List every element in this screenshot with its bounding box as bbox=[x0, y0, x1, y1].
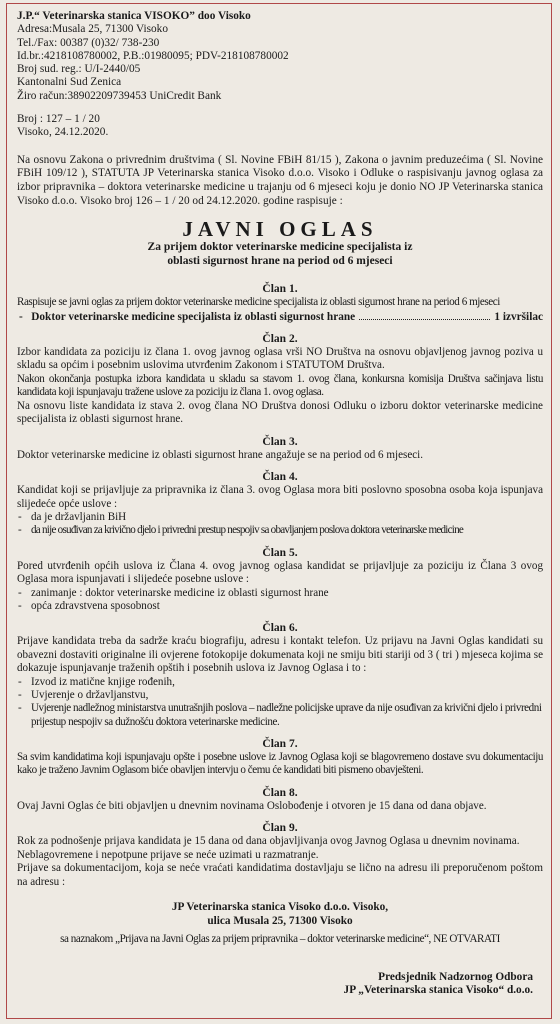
bank-account: Žiro račun:3890220973945З UniCredit Bank bbox=[17, 89, 222, 102]
article-4-item-2: - da nije osuđivan za krivično djelo i privredni prestup nespojiv sa obavljanjem poslova doktora veterinarske medicine bbox=[17, 524, 543, 537]
article-9-heading: Član 9. bbox=[262, 822, 298, 835]
document-number: Broj : 127 – 1 / 20 bbox=[17, 113, 100, 126]
article-9-paragraph-2: Neblagovremene i nepotpune prijave se neće uzimati u razmatranje. bbox=[17, 848, 319, 861]
article-9-paragraph-3: Prijave sa dokumentacijom, koja se neće vraćati kandidatima dostavljaju se lično na adresu ili preporučenom poštom na adresu : bbox=[17, 862, 543, 888]
notice-title: JAVNI OGLAS bbox=[182, 217, 378, 242]
article-5-item-1: - zanimanje : doktor veterinarske medicine iz oblasti sigurnost hrane bbox=[17, 587, 543, 600]
company-address: Adresa:Musala 25, 71300 Visoko bbox=[17, 23, 168, 36]
document-date: Visoko, 24.12.2020. bbox=[17, 126, 109, 139]
article-2-heading: Član 2. bbox=[262, 332, 298, 345]
position-line bbox=[17, 310, 543, 324]
article-1-heading: Član 1. bbox=[262, 283, 298, 296]
dotted-leader bbox=[359, 319, 490, 320]
court-registration: Broj sud. reg.: U/I-2440/05 bbox=[17, 63, 141, 76]
company-header bbox=[17, 10, 543, 103]
article-8-heading: Član 8. bbox=[262, 786, 298, 799]
court-name: Kantonalni Sud Zenica bbox=[17, 76, 122, 89]
article-6-text: Prijave kandidata treba da sadrže kraću biografiju, adresu i kontakt telefon. Uz prijavu na Javni Oglas kandidati su obavezni dostaviti originalne ili ovjerene fotokopije dokumenata koji ne smiju biti stariji od 3 ( tri ) mjeseca kojima se dokazuje ispunjavanje traženih opštih i posebnih uslova iz Javnog Oglasa i to : bbox=[17, 635, 543, 675]
notice-subtitle-line-1: Za prijem doktor veterinarske medicine specijalista iz bbox=[147, 241, 413, 254]
document-reference bbox=[17, 113, 543, 140]
article-4-item-1: - da je državljanin BiH bbox=[17, 511, 543, 524]
delivery-street: ulica Musala 25, 71300 Visoko bbox=[207, 915, 353, 928]
notice-subtitle-line-2: oblasti sigurnost hrane na period od 6 mjeseci bbox=[167, 254, 393, 267]
position-count: 1 izvršilac bbox=[494, 310, 543, 323]
company-phone: Tel./Fax: 00387 (0)32/ 738-230 bbox=[17, 36, 160, 49]
article-6-item-1: - Izvod iz matične knjige rođenih, bbox=[17, 676, 543, 689]
signature-role: Predsjednik Nadzornog Odbora bbox=[378, 970, 533, 983]
article-2-paragraph-3: Na osnovu liste kandidata iz stava 2. ovog člana NO Društva donosi Odluku o izboru doktor veterinarske medicine specijalista iz oblasti sigurnost hrane. bbox=[17, 399, 543, 426]
article-9-paragraph-1: Rok za podnošenje prijava kandidata je 15 dana od dana objavljivanja ovog Javnog Oglasa u dnevnim novinama. bbox=[17, 835, 520, 848]
article-7-heading: Član 7. bbox=[262, 737, 298, 750]
article-1-text: Raspisuje se javni oglas za prijem doktor veterinarske medicine specijalista iz oblasti sigurnost hrane na period 6 mjeseci bbox=[17, 296, 500, 309]
position-dash: - bbox=[19, 310, 32, 323]
article-6-item-3: - Uvjerenje nadležnog ministarstva unutrašnjih poslova – nadležne policijske uprave da nije osuđivan za krivični djelo i privredni prijestup nespojiv sa dužnošću doktora veterinarske medicine. bbox=[17, 702, 543, 729]
article-2-paragraph-2: Nakon okončanja postupka izbora kandidata u skladu sa stavom 1. ovog člana, konkursna komisija Društva sačinjava listu kandidata koji ispunjavaju tražene uslove za poziciju iz člana 1. ovog oglasa. bbox=[17, 372, 543, 399]
company-name: J.P.“ Veterinarska stanica VISOKO” doo Visoko bbox=[17, 10, 251, 22]
position-title: Doktor veterinarske medicine specijalista iz oblasti sigurnost hrane bbox=[31, 310, 356, 323]
intro-paragraph: Na osnovu Zakona o privrednim društvima ( Sl. Novine FBiH 81/15 ), Zakona o javnim preduzećima ( Sl. Novine FBiH 109/12 ), STATUTA JP Veterinarska stanica Visoko d.o.o. Visoko i Odluke o raspisivanju javnog oglasa za izbor pripravnika – doktora veterinarske medicine u trajanju od 6 mjeseci koju je donio NO JP Veterinarska stanica Visoko d.o.o. Visoko broj 126 – 1 / 20 od 24.12.2020. godine raspisuje : bbox=[17, 153, 543, 207]
article-3-text: Doktor veterinarske medicine iz oblasti sigurnost hrane angažuje se na period od 6 mjeseci. bbox=[17, 448, 424, 461]
article-5-heading: Član 5. bbox=[262, 546, 298, 559]
public-notice bbox=[6, 3, 552, 1019]
article-6-heading: Član 6. bbox=[262, 622, 298, 635]
article-4-heading: Član 4. bbox=[262, 471, 298, 484]
article-3-heading: Član 3. bbox=[262, 435, 298, 448]
article-5-item-2: - opća zdravstvena sposobnost bbox=[17, 600, 543, 613]
article-2-paragraph-1: Izbor kandidata za poziciju iz člana 1. ovog javnog oglasa vrši NO Društva na osnovu objavljenog javnog poziva u skladu sa općim i posebnim uslovima utvrđenim Zakonom i STATUTOM Društva. bbox=[17, 345, 543, 372]
article-4-text: Kandidat koji se prijavljuje za pripravnika iz člana 3. ovog Oglasa mora biti poslovno sposobna osoba koja ispunjava slijedeće opće uslove : bbox=[17, 484, 543, 510]
signature-organization: JP „Veterinarska stanica Visoko“ d.o.o. bbox=[343, 984, 533, 997]
delivery-organization: JP Veterinarska stanica Visoko d.o.o. Visoko, bbox=[171, 901, 389, 914]
article-7-text: Sa svim kandidatima koji ispunjavaju opšte i posebne uslove iz Javnog Oglasa koji se blagovremeno dostave svu dokumentaciju kako je traženo Javnim Oglasom biće obavljen intervju o čemu će kandidati biti pismeno obavješteni. bbox=[17, 750, 543, 777]
article-5-text: Pored utvrđenih općih uslova iz Člana 4. ovog javnog oglasa kandidat se prijavljuje za poziciju iz Člana 3 ovog Oglasa mora ispunjavati i slijedeće posebne uslove : bbox=[17, 559, 543, 586]
delivery-note: sa naznakom „Prijava na Javni Oglas za prijem pripravnika – doktor veterinarske medicine“, NE OTVARATI bbox=[60, 933, 500, 946]
article-8-text: Ovaj Javni Oglas će biti objavljen u dnevnim novinama Oslobođenje i otvoren je 15 dana od dana objave. bbox=[17, 799, 487, 812]
company-ids: Id.br.:4218108780002, P.B.:01980095; PDV-218108780002 bbox=[17, 49, 289, 62]
article-6-item-2: - Uvjerenje o državljanstvu, bbox=[17, 689, 543, 702]
